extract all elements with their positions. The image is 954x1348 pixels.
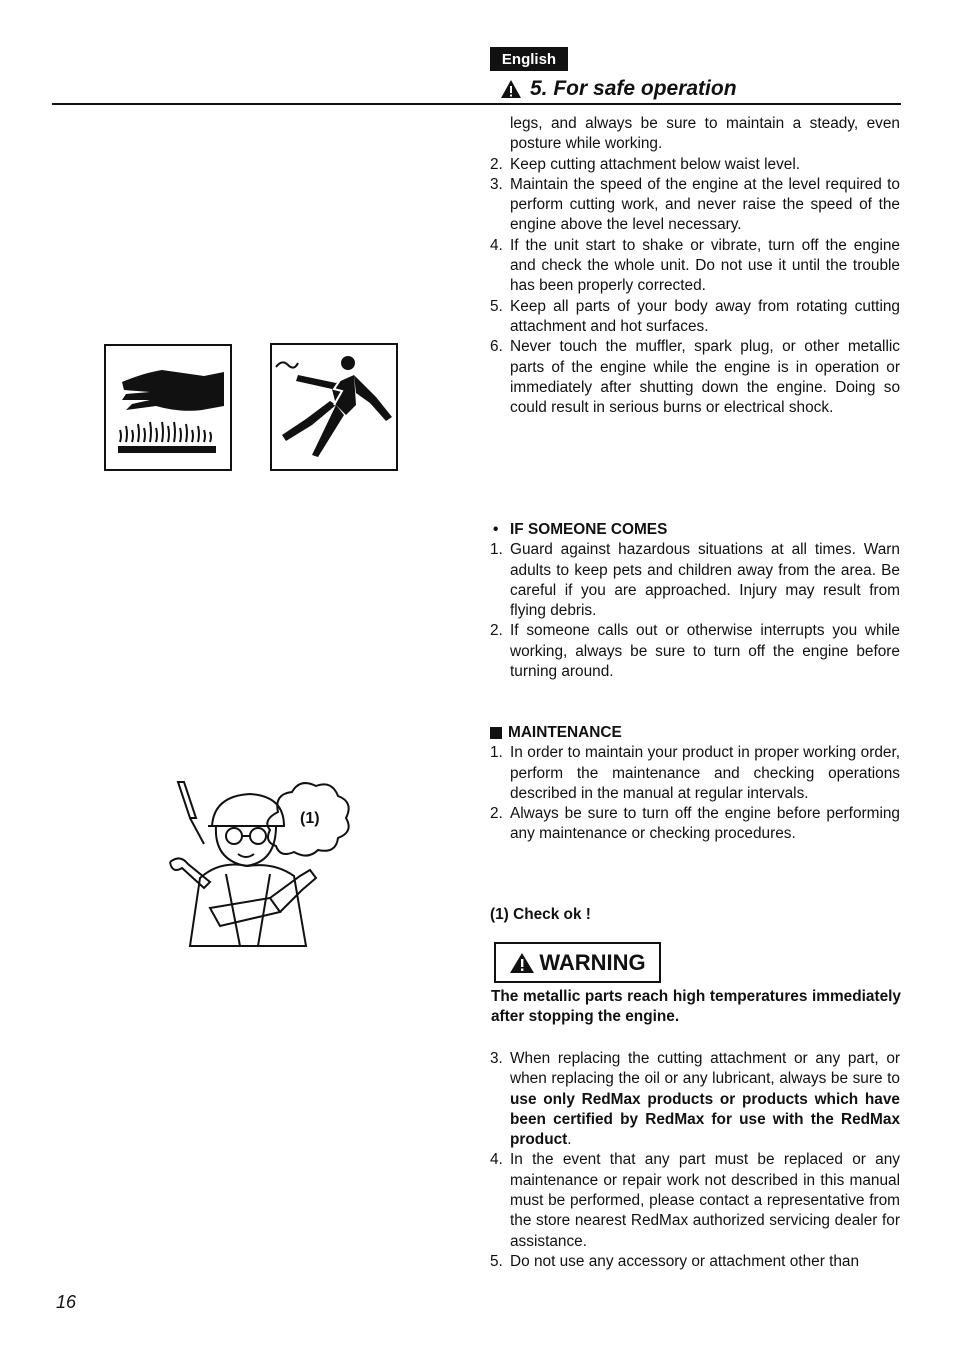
hot-surface-hand-icon xyxy=(106,346,230,469)
section-title-text: 5. For safe operation xyxy=(530,77,737,100)
bullet: • xyxy=(493,521,499,538)
square-bullet-icon xyxy=(490,727,502,739)
list-item: legs, and always be sure to maintain a steady, even posture while working. xyxy=(510,115,900,153)
warning-triangle-icon xyxy=(500,79,522,99)
list-item: 1. In order to maintain your product in proper working order, perform the maintenance and checking operations described in the manual at regular intervals. xyxy=(490,744,900,802)
maintenance-section xyxy=(490,723,900,845)
list-item: 4. In the event that any part must be replaced or any maintenance or repair work not described in this manual must be performed, please contact a representative from the store nearest RedMax authorized servicing dealer for assistance. xyxy=(490,1151,900,1250)
maintenance-heading: MAINTENANCE xyxy=(490,723,900,743)
callout-label: (1) xyxy=(300,810,320,827)
section-title xyxy=(500,74,737,104)
list-item: 2. Always be sure to turn off the engine before performing any maintenance or checking procedures. xyxy=(490,805,900,843)
list-item: 5. Keep all parts of your body away from rotating cutting attachment and hot surfaces. xyxy=(490,297,900,335)
list-item: 2. If someone calls out or otherwise interrupts you while working, always be sure to turn off the engine before turning around. xyxy=(490,622,900,681)
electric-shock-pictogram xyxy=(270,343,398,471)
warning-label: WARNING xyxy=(539,949,646,975)
page-number: 16 xyxy=(56,1292,77,1312)
warning-label-box xyxy=(494,942,661,983)
list-item: 3. Maintain the speed of the engine at the level required to perform cutting work, and never raise the speed of the engine above the level necessary. xyxy=(490,175,900,234)
someone-comes-heading: • IF SOMEONE COMES xyxy=(490,520,900,540)
hot-surface-pictogram xyxy=(104,344,232,471)
list-item: 4. If the unit start to shake or vibrate, turn off the engine and check the whole unit. Do not use it until the trouble has been properly corrected. xyxy=(490,236,900,295)
electric-shock-icon xyxy=(272,345,396,469)
someone-comes-section xyxy=(490,520,900,682)
list-item: 6. Never touch the muffler, spark plug, or other metallic parts of the engine while the engine is in operation or immediately after shutting down the engine. Doing so could result in serious burns or electrical shock. xyxy=(490,338,900,417)
warning-text: The metallic parts reach high temperatures immediately after stopping the engine. xyxy=(491,988,901,1026)
list-item: 1. Guard against hazardous situations at all times. Warn adults to keep pets and children away from the area. Be careful if you are approached. Injury may result from flying debris. xyxy=(490,541,900,620)
list-item: 5. Do not use any accessory or attachment other than xyxy=(490,1252,860,1270)
list-item: 3. When replacing the cutting attachment or any part, or when replacing the oil or any lubricant, always be sure to use only RedMax products or products which have been certified by RedMax for use with the RedMax product. xyxy=(490,1050,900,1149)
header-rule xyxy=(52,103,901,105)
check-ok-caption: (1) Check ok ! xyxy=(490,906,591,923)
mechanic-check-illustration xyxy=(160,778,360,948)
language-tag: English xyxy=(490,47,568,71)
mechanic-illustration xyxy=(160,778,360,948)
warning-icon xyxy=(509,952,535,974)
operation-list xyxy=(490,114,900,418)
list-item: 2. Keep cutting attachment below waist level. xyxy=(490,155,801,173)
maintenance-continued xyxy=(490,1049,900,1272)
